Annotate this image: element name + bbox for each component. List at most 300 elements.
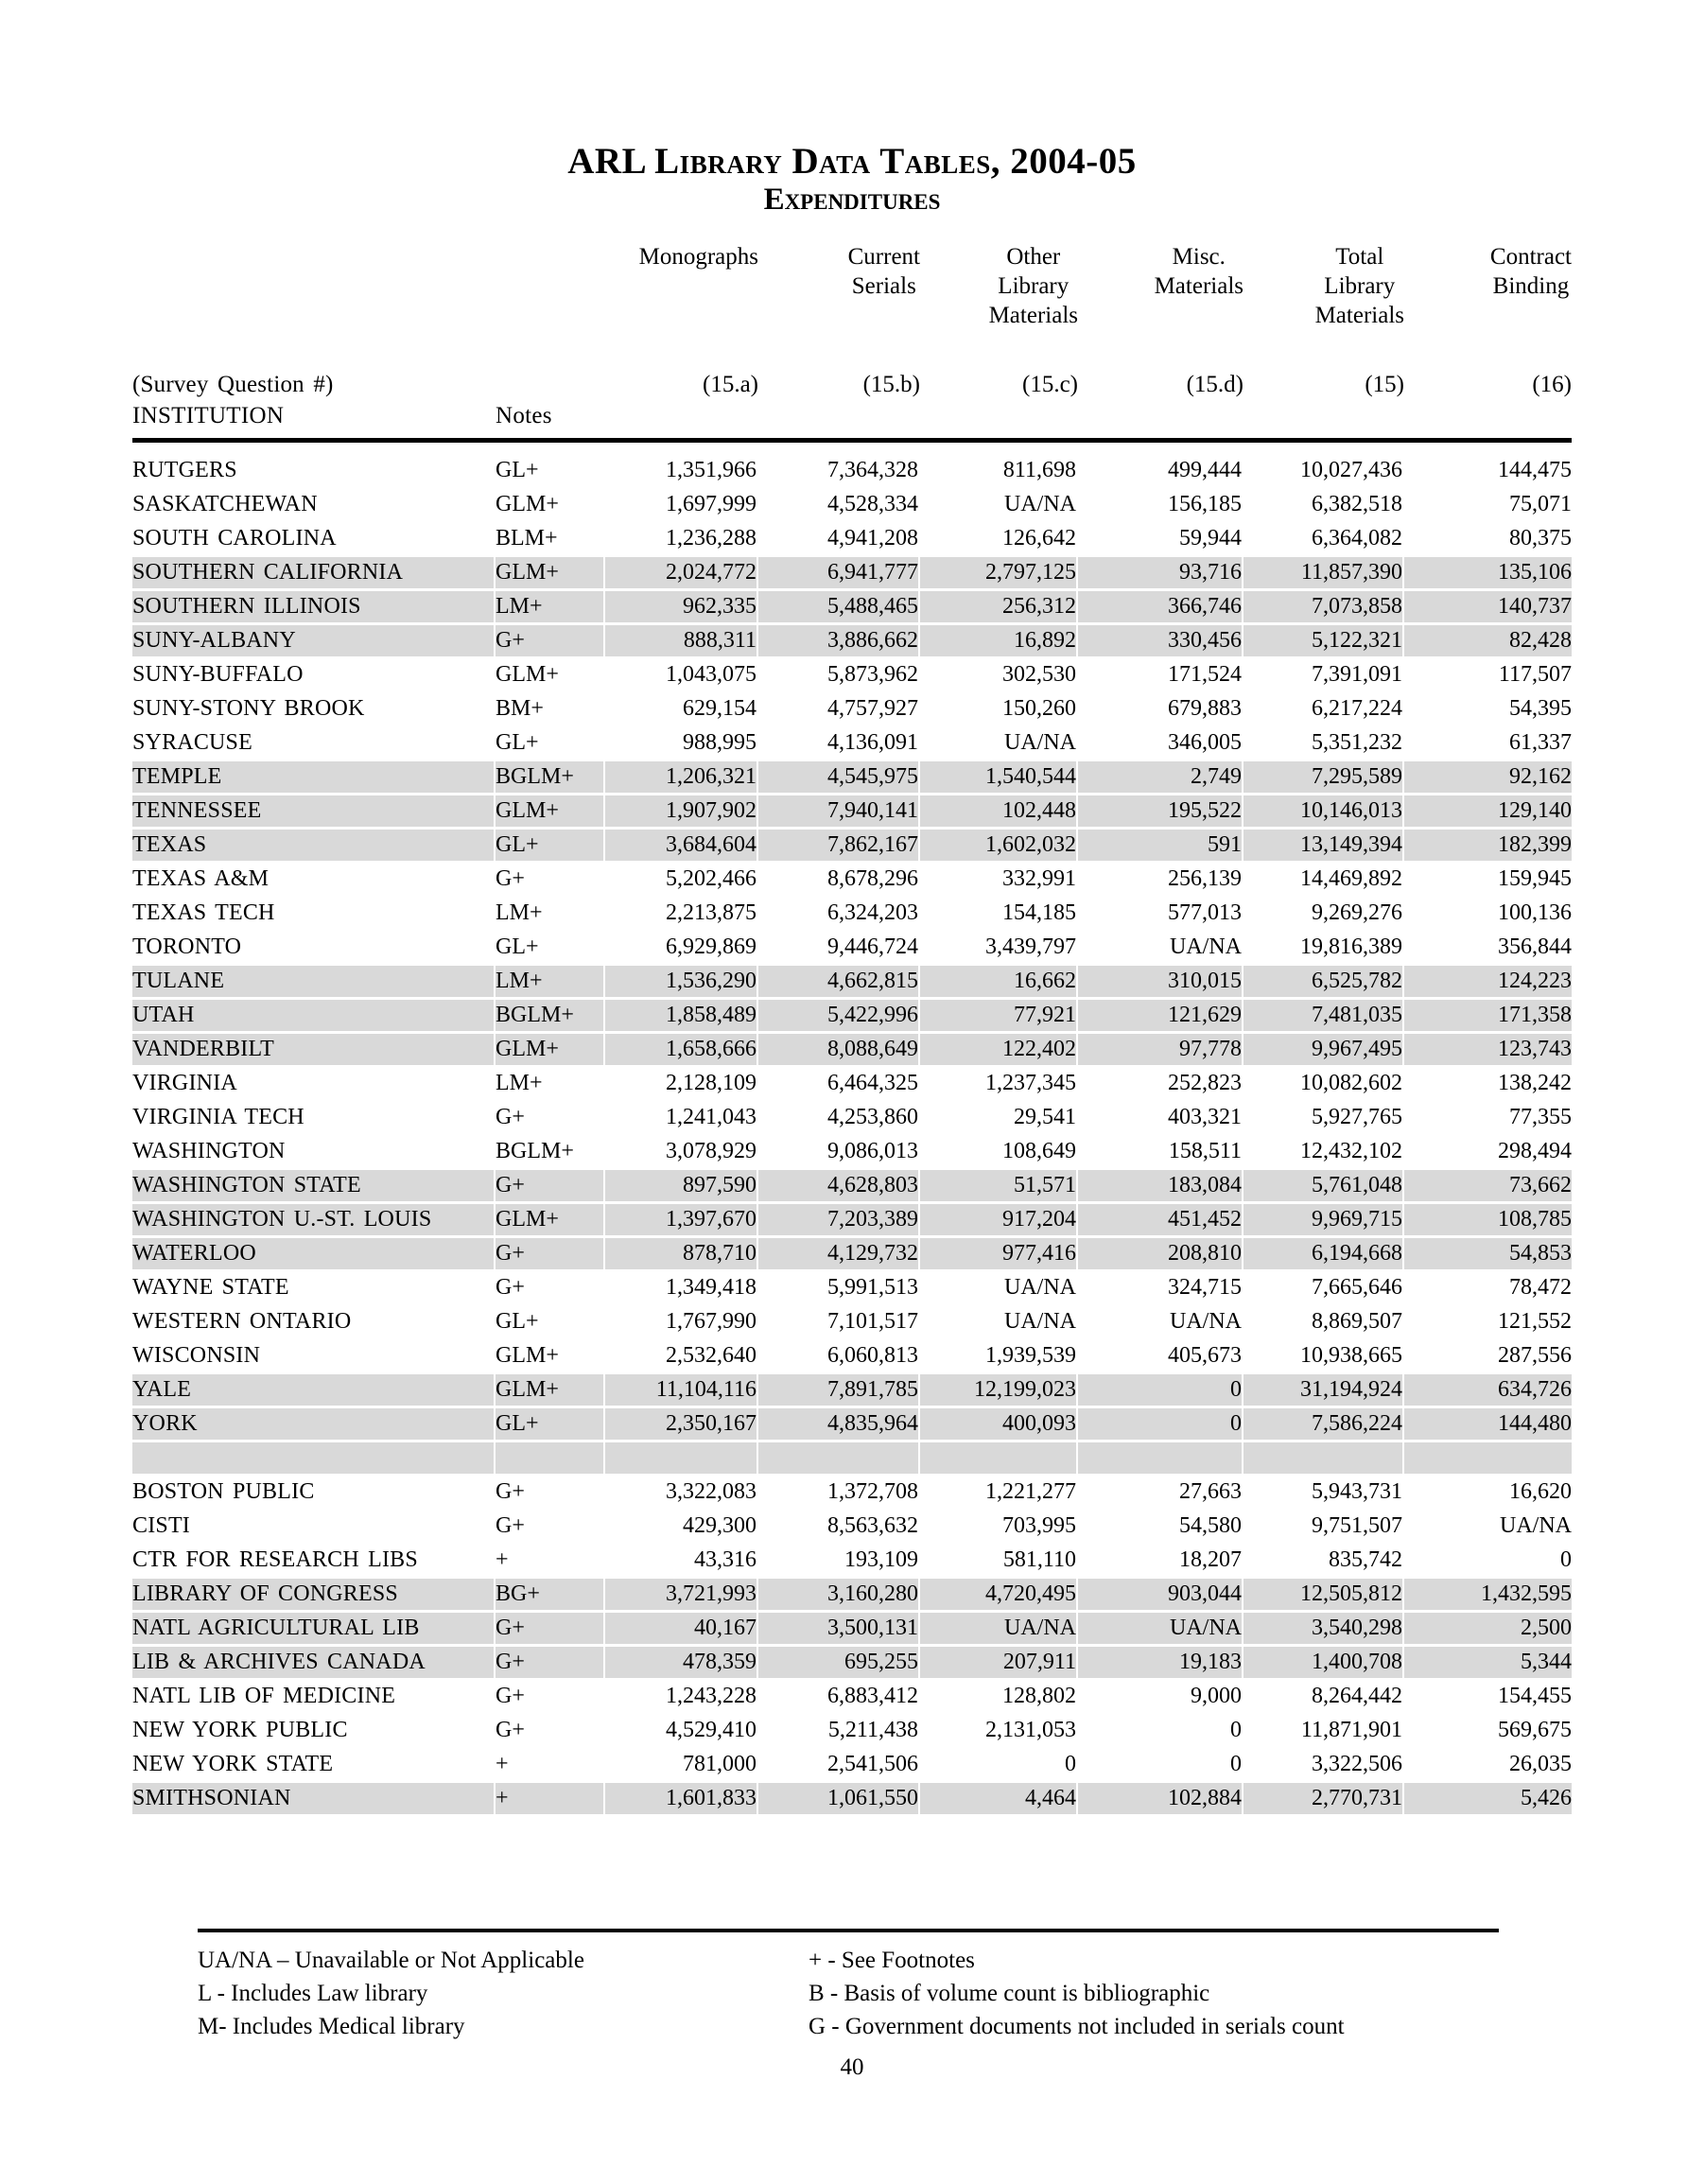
footnote-line: G - Government documents not included in serials count (809, 2014, 1345, 2039)
value-cell: 5,426 (1404, 1783, 1572, 1817)
value-cell: 12,199,023 (920, 1374, 1078, 1408)
value-cell: 5,761,048 (1244, 1170, 1404, 1204)
value-cell: 27,663 (1078, 1476, 1244, 1511)
column-header-cell (1404, 242, 1572, 330)
notes-cell: GLM+ (496, 1340, 605, 1374)
institution-cell: SUNY-ALBANY (132, 625, 496, 659)
column-header-line: Total (1335, 244, 1384, 270)
value-cell: 135,106 (1404, 557, 1572, 591)
institution-cell: CTR FOR RESEARCH LIBS (132, 1545, 496, 1579)
value-cell: 0 (1078, 1408, 1244, 1442)
value-cell: 5,422,996 (758, 1000, 920, 1034)
value-cell (1078, 1442, 1244, 1476)
value-cell: 2,131,053 (920, 1715, 1078, 1749)
table-row (132, 864, 1572, 898)
page-subtitle: Expenditures (763, 183, 941, 217)
institution-cell: WASHINGTON (132, 1136, 496, 1170)
value-cell: 897,590 (605, 1170, 758, 1204)
value-cell: 703,995 (920, 1511, 1078, 1545)
survey-question-label: (Survey Question #) (132, 372, 334, 397)
value-cell: 569,675 (1404, 1715, 1572, 1749)
value-cell: 7,891,785 (758, 1374, 920, 1408)
value-cell: 4,545,975 (758, 761, 920, 795)
survey-question-row (132, 330, 1572, 398)
value-cell: 54,395 (1404, 693, 1572, 727)
value-cell: UA/NA (1078, 1613, 1244, 1647)
value-cell: 10,082,602 (1244, 1068, 1404, 1102)
value-cell: 878,710 (605, 1238, 758, 1272)
notes-cell: BLM+ (496, 523, 605, 557)
corner-spacer (132, 242, 605, 330)
value-cell: 122,402 (920, 1034, 1078, 1068)
notes-cell: BG+ (496, 1579, 605, 1613)
blank-row (132, 1442, 1572, 1476)
value-cell: 3,160,280 (758, 1579, 920, 1613)
value-cell: 2,500 (1404, 1613, 1572, 1647)
footnote-line: L - Includes Law library (198, 1981, 428, 2006)
value-cell: 2,541,506 (758, 1749, 920, 1783)
table-row (132, 1783, 1572, 1817)
notes-cell: GLM+ (496, 1034, 605, 1068)
value-cell: 19,816,389 (1244, 932, 1404, 966)
value-cell: 10,146,013 (1244, 795, 1404, 830)
value-cell: 7,665,646 (1244, 1272, 1404, 1306)
value-cell: 811,698 (920, 455, 1078, 489)
table-row (132, 1204, 1572, 1238)
value-cell: 11,871,901 (1244, 1715, 1404, 1749)
institution-cell: LIBRARY OF CONGRESS (132, 1579, 496, 1613)
page-number: 40 (840, 2054, 864, 2080)
value-cell: 7,073,858 (1244, 591, 1404, 625)
value-cell: 97,778 (1078, 1034, 1244, 1068)
value-cell: 6,941,777 (758, 557, 920, 591)
notes-cell: G+ (496, 1170, 605, 1204)
header-filler-cell (1078, 398, 1244, 443)
institution-cell: WISCONSIN (132, 1340, 496, 1374)
column-header-label (989, 242, 1078, 330)
value-cell: 3,322,506 (1244, 1749, 1404, 1783)
header-filler-cell (920, 398, 1078, 443)
value-cell: 14,469,892 (1244, 864, 1404, 898)
header-filler-cell (758, 398, 920, 443)
value-cell: 8,264,442 (1244, 1681, 1404, 1715)
value-cell: 150,260 (920, 693, 1078, 727)
value-cell: 7,940,141 (758, 795, 920, 830)
value-cell: 6,883,412 (758, 1681, 920, 1715)
value-cell: 31,194,924 (1244, 1374, 1404, 1408)
footnotes (198, 1944, 1687, 2043)
value-cell: 138,242 (1404, 1068, 1572, 1102)
table-row (132, 523, 1572, 557)
column-header-cell (605, 242, 758, 330)
value-cell: UA/NA (920, 1306, 1078, 1340)
value-cell: 9,967,495 (1244, 1034, 1404, 1068)
institution-cell: NATL AGRICULTURAL LIB (132, 1613, 496, 1647)
spacer-cell (132, 443, 1572, 455)
value-cell: 5,344 (1404, 1647, 1572, 1681)
value-cell: 346,005 (1078, 727, 1244, 761)
value-cell: 2,770,731 (1244, 1783, 1404, 1817)
institution-cell: SOUTH CAROLINA (132, 523, 496, 557)
value-cell: 330,456 (1078, 625, 1244, 659)
notes-cell: GLM+ (496, 557, 605, 591)
value-cell: 1,349,418 (605, 1272, 758, 1306)
value-cell: 126,642 (920, 523, 1078, 557)
value-cell: 310,015 (1078, 966, 1244, 1000)
value-cell: 154,185 (920, 898, 1078, 932)
value-cell: 629,154 (605, 693, 758, 727)
value-cell: 80,375 (1404, 523, 1572, 557)
notes-cell: LM+ (496, 966, 605, 1000)
value-cell: 19,183 (1078, 1647, 1244, 1681)
value-cell: 2,128,109 (605, 1068, 758, 1102)
institution-cell: WAYNE STATE (132, 1272, 496, 1306)
value-cell: 499,444 (1078, 455, 1244, 489)
value-cell: 0 (920, 1749, 1078, 1783)
value-cell: 7,101,517 (758, 1306, 920, 1340)
table-row (132, 1136, 1572, 1170)
value-cell: 3,500,131 (758, 1613, 920, 1647)
notes-cell: G+ (496, 1272, 605, 1306)
survey-code-cell: (15.a) (703, 372, 758, 397)
table-row (132, 625, 1572, 659)
value-cell: UA/NA (1404, 1511, 1572, 1545)
institution-cell: YALE (132, 1374, 496, 1408)
institution-cell: YORK (132, 1408, 496, 1442)
value-cell: 102,448 (920, 795, 1078, 830)
value-cell: 6,382,518 (1244, 489, 1404, 523)
value-cell: 7,481,035 (1244, 1000, 1404, 1034)
value-cell: 405,673 (1078, 1340, 1244, 1374)
value-cell: 581,110 (920, 1545, 1078, 1579)
column-header-line: Library (1324, 273, 1396, 299)
table-row (132, 1340, 1572, 1374)
notes-header-label: Notes (496, 398, 605, 443)
value-cell: 1,221,277 (920, 1476, 1078, 1511)
value-cell: 3,322,083 (605, 1476, 758, 1511)
value-cell: 403,321 (1078, 1102, 1244, 1136)
value-cell: 6,525,782 (1244, 966, 1404, 1000)
notes-cell: G+ (496, 1511, 605, 1545)
institution-cell: TEMPLE (132, 761, 496, 795)
value-cell: 324,715 (1078, 1272, 1244, 1306)
institution-cell: SOUTHERN ILLINOIS (132, 591, 496, 625)
value-cell: 0 (1404, 1545, 1572, 1579)
notes-cell: BGLM+ (496, 761, 605, 795)
value-cell: 183,084 (1078, 1170, 1244, 1204)
value-cell: 6,194,668 (1244, 1238, 1404, 1272)
value-cell: 9,269,276 (1244, 898, 1404, 932)
table-top-spacer (132, 443, 1572, 455)
value-cell: 40,167 (605, 1613, 758, 1647)
table-row (132, 761, 1572, 795)
institution-cell: NEW YORK PUBLIC (132, 1715, 496, 1749)
column-header-cell (1078, 242, 1244, 330)
table-row (132, 1000, 1572, 1034)
value-cell: 256,139 (1078, 864, 1244, 898)
table-row (132, 1613, 1572, 1647)
table-row (132, 1102, 1572, 1136)
footnotes-left-column (198, 1944, 809, 2043)
table-row (132, 1374, 1572, 1408)
table-row (132, 1170, 1572, 1204)
value-cell: 26,035 (1404, 1749, 1572, 1783)
value-cell: 2,749 (1078, 761, 1244, 795)
table-row (132, 1068, 1572, 1102)
value-cell: 73,662 (1404, 1170, 1572, 1204)
table-body (132, 443, 1572, 1817)
value-cell: 3,684,604 (605, 830, 758, 864)
notes-cell: BGLM+ (496, 1000, 605, 1034)
value-cell: 1,907,902 (605, 795, 758, 830)
value-cell: 888,311 (605, 625, 758, 659)
value-cell: 4,253,860 (758, 1102, 920, 1136)
column-names-row (132, 242, 1572, 330)
value-cell: 129,140 (1404, 795, 1572, 830)
notes-cell: G+ (496, 1238, 605, 1272)
table-row (132, 1408, 1572, 1442)
institution-cell: WASHINGTON U.-ST. LOUIS (132, 1204, 496, 1238)
expenditures-table (132, 242, 1572, 1817)
survey-code-cell: (15.d) (1186, 372, 1244, 397)
table-row (132, 557, 1572, 591)
footnote-divider-rule (198, 1929, 1499, 1932)
value-cell: 77,921 (920, 1000, 1078, 1034)
institution-cell: VIRGINIA TECH (132, 1102, 496, 1136)
table-row (132, 795, 1572, 830)
notes-cell: GL+ (496, 932, 605, 966)
value-cell: 207,911 (920, 1647, 1078, 1681)
value-cell: UA/NA (920, 1613, 1078, 1647)
column-header-line: Materials (1314, 303, 1404, 328)
value-cell: 1,540,544 (920, 761, 1078, 795)
value-cell: 1,658,666 (605, 1034, 758, 1068)
value-cell: 4,464 (920, 1783, 1078, 1817)
value-cell: 13,149,394 (1244, 830, 1404, 864)
table-row (132, 659, 1572, 693)
value-cell: 3,439,797 (920, 932, 1078, 966)
footnote-line: M- Includes Medical library (198, 2014, 465, 2039)
notes-cell: G+ (496, 1715, 605, 1749)
value-cell: 4,757,927 (758, 693, 920, 727)
value-cell: 9,751,507 (1244, 1511, 1404, 1545)
footnote-line: + - See Footnotes (809, 1948, 975, 1973)
value-cell: 117,507 (1404, 659, 1572, 693)
value-cell: 5,943,731 (1244, 1476, 1404, 1511)
value-cell: 9,446,724 (758, 932, 920, 966)
value-cell: 1,043,075 (605, 659, 758, 693)
notes-cell: GL+ (496, 455, 605, 489)
value-cell: 193,109 (758, 1545, 920, 1579)
table-header (132, 242, 1572, 443)
institution-cell: NATL LIB OF MEDICINE (132, 1681, 496, 1715)
value-cell: 9,969,715 (1244, 1204, 1404, 1238)
value-cell: 1,767,990 (605, 1306, 758, 1340)
value-cell: 1,697,999 (605, 489, 758, 523)
notes-cell: G+ (496, 1102, 605, 1136)
table-row (132, 898, 1572, 932)
notes-cell: GLM+ (496, 659, 605, 693)
value-cell: 1,236,288 (605, 523, 758, 557)
institution-cell: SYRACUSE (132, 727, 496, 761)
value-cell: 140,737 (1404, 591, 1572, 625)
notes-cell: GLM+ (496, 795, 605, 830)
value-cell: 287,556 (1404, 1340, 1572, 1374)
value-cell: 4,628,803 (758, 1170, 920, 1204)
value-cell: 11,857,390 (1244, 557, 1404, 591)
column-header-label (1490, 242, 1572, 301)
value-cell: 6,929,869 (605, 932, 758, 966)
survey-code-cell: (15) (1365, 372, 1404, 397)
value-cell: 591 (1078, 830, 1244, 864)
value-cell: 1,432,595 (1404, 1579, 1572, 1613)
table-row (132, 455, 1572, 489)
value-cell: 4,941,208 (758, 523, 920, 557)
notes-cell (496, 1442, 605, 1476)
notes-cell: G+ (496, 625, 605, 659)
value-cell: 54,853 (1404, 1238, 1572, 1272)
value-cell (758, 1442, 920, 1476)
institution-cell: SASKATCHEWAN (132, 489, 496, 523)
value-cell: UA/NA (920, 727, 1078, 761)
value-cell: 1,372,708 (758, 1476, 920, 1511)
value-cell: 208,810 (1078, 1238, 1244, 1272)
value-cell: 4,835,964 (758, 1408, 920, 1442)
value-cell: 5,202,466 (605, 864, 758, 898)
value-cell: 8,088,649 (758, 1034, 920, 1068)
institution-cell: WASHINGTON STATE (132, 1170, 496, 1204)
value-cell: 3,078,929 (605, 1136, 758, 1170)
table-row (132, 1476, 1572, 1511)
value-cell: 1,602,032 (920, 830, 1078, 864)
value-cell: 1,237,345 (920, 1068, 1078, 1102)
value-cell: 4,136,091 (758, 727, 920, 761)
value-cell: 61,337 (1404, 727, 1572, 761)
table-row (132, 1272, 1572, 1306)
table-row (132, 1681, 1572, 1715)
value-cell: 159,945 (1404, 864, 1572, 898)
notes-spacer (496, 330, 605, 398)
value-cell: 182,399 (1404, 830, 1572, 864)
column-header-line: Library (998, 273, 1070, 299)
value-cell: 6,464,325 (758, 1068, 920, 1102)
value-cell: 10,938,665 (1244, 1340, 1404, 1374)
header-filler-cell (605, 398, 758, 443)
value-cell: 4,129,732 (758, 1238, 920, 1272)
value-cell: 128,802 (920, 1681, 1078, 1715)
institution-cell: WESTERN ONTARIO (132, 1306, 496, 1340)
notes-cell: G+ (496, 864, 605, 898)
value-cell: 429,300 (605, 1511, 758, 1545)
value-cell: 7,391,091 (1244, 659, 1404, 693)
value-cell: 1,351,966 (605, 455, 758, 489)
table-row (132, 830, 1572, 864)
value-cell: 1,601,833 (605, 1783, 758, 1817)
value-cell: 988,995 (605, 727, 758, 761)
notes-cell: GLM+ (496, 489, 605, 523)
value-cell: 9,086,013 (758, 1136, 920, 1170)
notes-cell: G+ (496, 1613, 605, 1647)
value-cell: 6,060,813 (758, 1340, 920, 1374)
value-cell: 3,540,298 (1244, 1613, 1404, 1647)
value-cell: 92,162 (1404, 761, 1572, 795)
institution-cell: SUNY-STONY BROOK (132, 693, 496, 727)
table-row (132, 932, 1572, 966)
column-header-cell (1244, 242, 1404, 330)
column-header-label (848, 242, 920, 301)
notes-cell: G+ (496, 1681, 605, 1715)
value-cell: 252,823 (1078, 1068, 1244, 1102)
value-cell: 43,316 (605, 1545, 758, 1579)
value-cell: 4,720,495 (920, 1579, 1078, 1613)
value-cell: 5,873,962 (758, 659, 920, 693)
notes-cell: GL+ (496, 1408, 605, 1442)
value-cell: 154,455 (1404, 1681, 1572, 1715)
value-cell: 6,217,224 (1244, 693, 1404, 727)
column-header-line: Other (1006, 244, 1061, 270)
table-row (132, 1579, 1572, 1613)
value-cell: 1,400,708 (1244, 1647, 1404, 1681)
value-cell (1404, 1442, 1572, 1476)
value-cell: 695,255 (758, 1647, 920, 1681)
value-cell: 171,524 (1078, 659, 1244, 693)
value-cell: UA/NA (920, 1272, 1078, 1306)
table-row (132, 693, 1572, 727)
column-header-line: Contract (1489, 244, 1572, 270)
notes-cell: BM+ (496, 693, 605, 727)
value-cell: 356,844 (1404, 932, 1572, 966)
institution-notes-row (132, 398, 1572, 443)
value-cell: 4,529,410 (605, 1715, 758, 1749)
table-row (132, 1034, 1572, 1068)
table-row (132, 1545, 1572, 1579)
value-cell: 29,541 (920, 1102, 1078, 1136)
column-header-label (639, 242, 758, 271)
institution-cell: SMITHSONIAN (132, 1783, 496, 1817)
value-cell: 2,024,772 (605, 557, 758, 591)
institution-cell: TULANE (132, 966, 496, 1000)
notes-cell: LM+ (496, 898, 605, 932)
value-cell: 158,511 (1078, 1136, 1244, 1170)
value-cell: 1,243,228 (605, 1681, 758, 1715)
value-cell: 11,104,116 (605, 1374, 758, 1408)
value-cell: 75,071 (1404, 489, 1572, 523)
value-cell: 16,892 (920, 625, 1078, 659)
value-cell: 156,185 (1078, 489, 1244, 523)
value-cell: 1,206,321 (605, 761, 758, 795)
value-cell: 195,522 (1078, 795, 1244, 830)
value-cell: 2,213,875 (605, 898, 758, 932)
value-cell (920, 1442, 1078, 1476)
notes-cell: LM+ (496, 591, 605, 625)
value-cell: 12,505,812 (1244, 1579, 1404, 1613)
notes-cell: GLM+ (496, 1204, 605, 1238)
header-filler-cell (1244, 398, 1404, 443)
value-cell: 298,494 (1404, 1136, 1572, 1170)
value-cell: 5,927,765 (1244, 1102, 1404, 1136)
column-header-line: Current (847, 244, 920, 270)
value-cell (605, 1442, 758, 1476)
value-cell: 451,452 (1078, 1204, 1244, 1238)
value-cell: 59,944 (1078, 523, 1244, 557)
title-block (132, 0, 1572, 218)
institution-cell: TEXAS TECH (132, 898, 496, 932)
value-cell: 4,662,815 (758, 966, 920, 1000)
value-cell: 121,552 (1404, 1306, 1572, 1340)
institution-cell: RUTGERS (132, 455, 496, 489)
value-cell: UA/NA (1078, 1306, 1244, 1340)
value-cell: 9,000 (1078, 1681, 1244, 1715)
